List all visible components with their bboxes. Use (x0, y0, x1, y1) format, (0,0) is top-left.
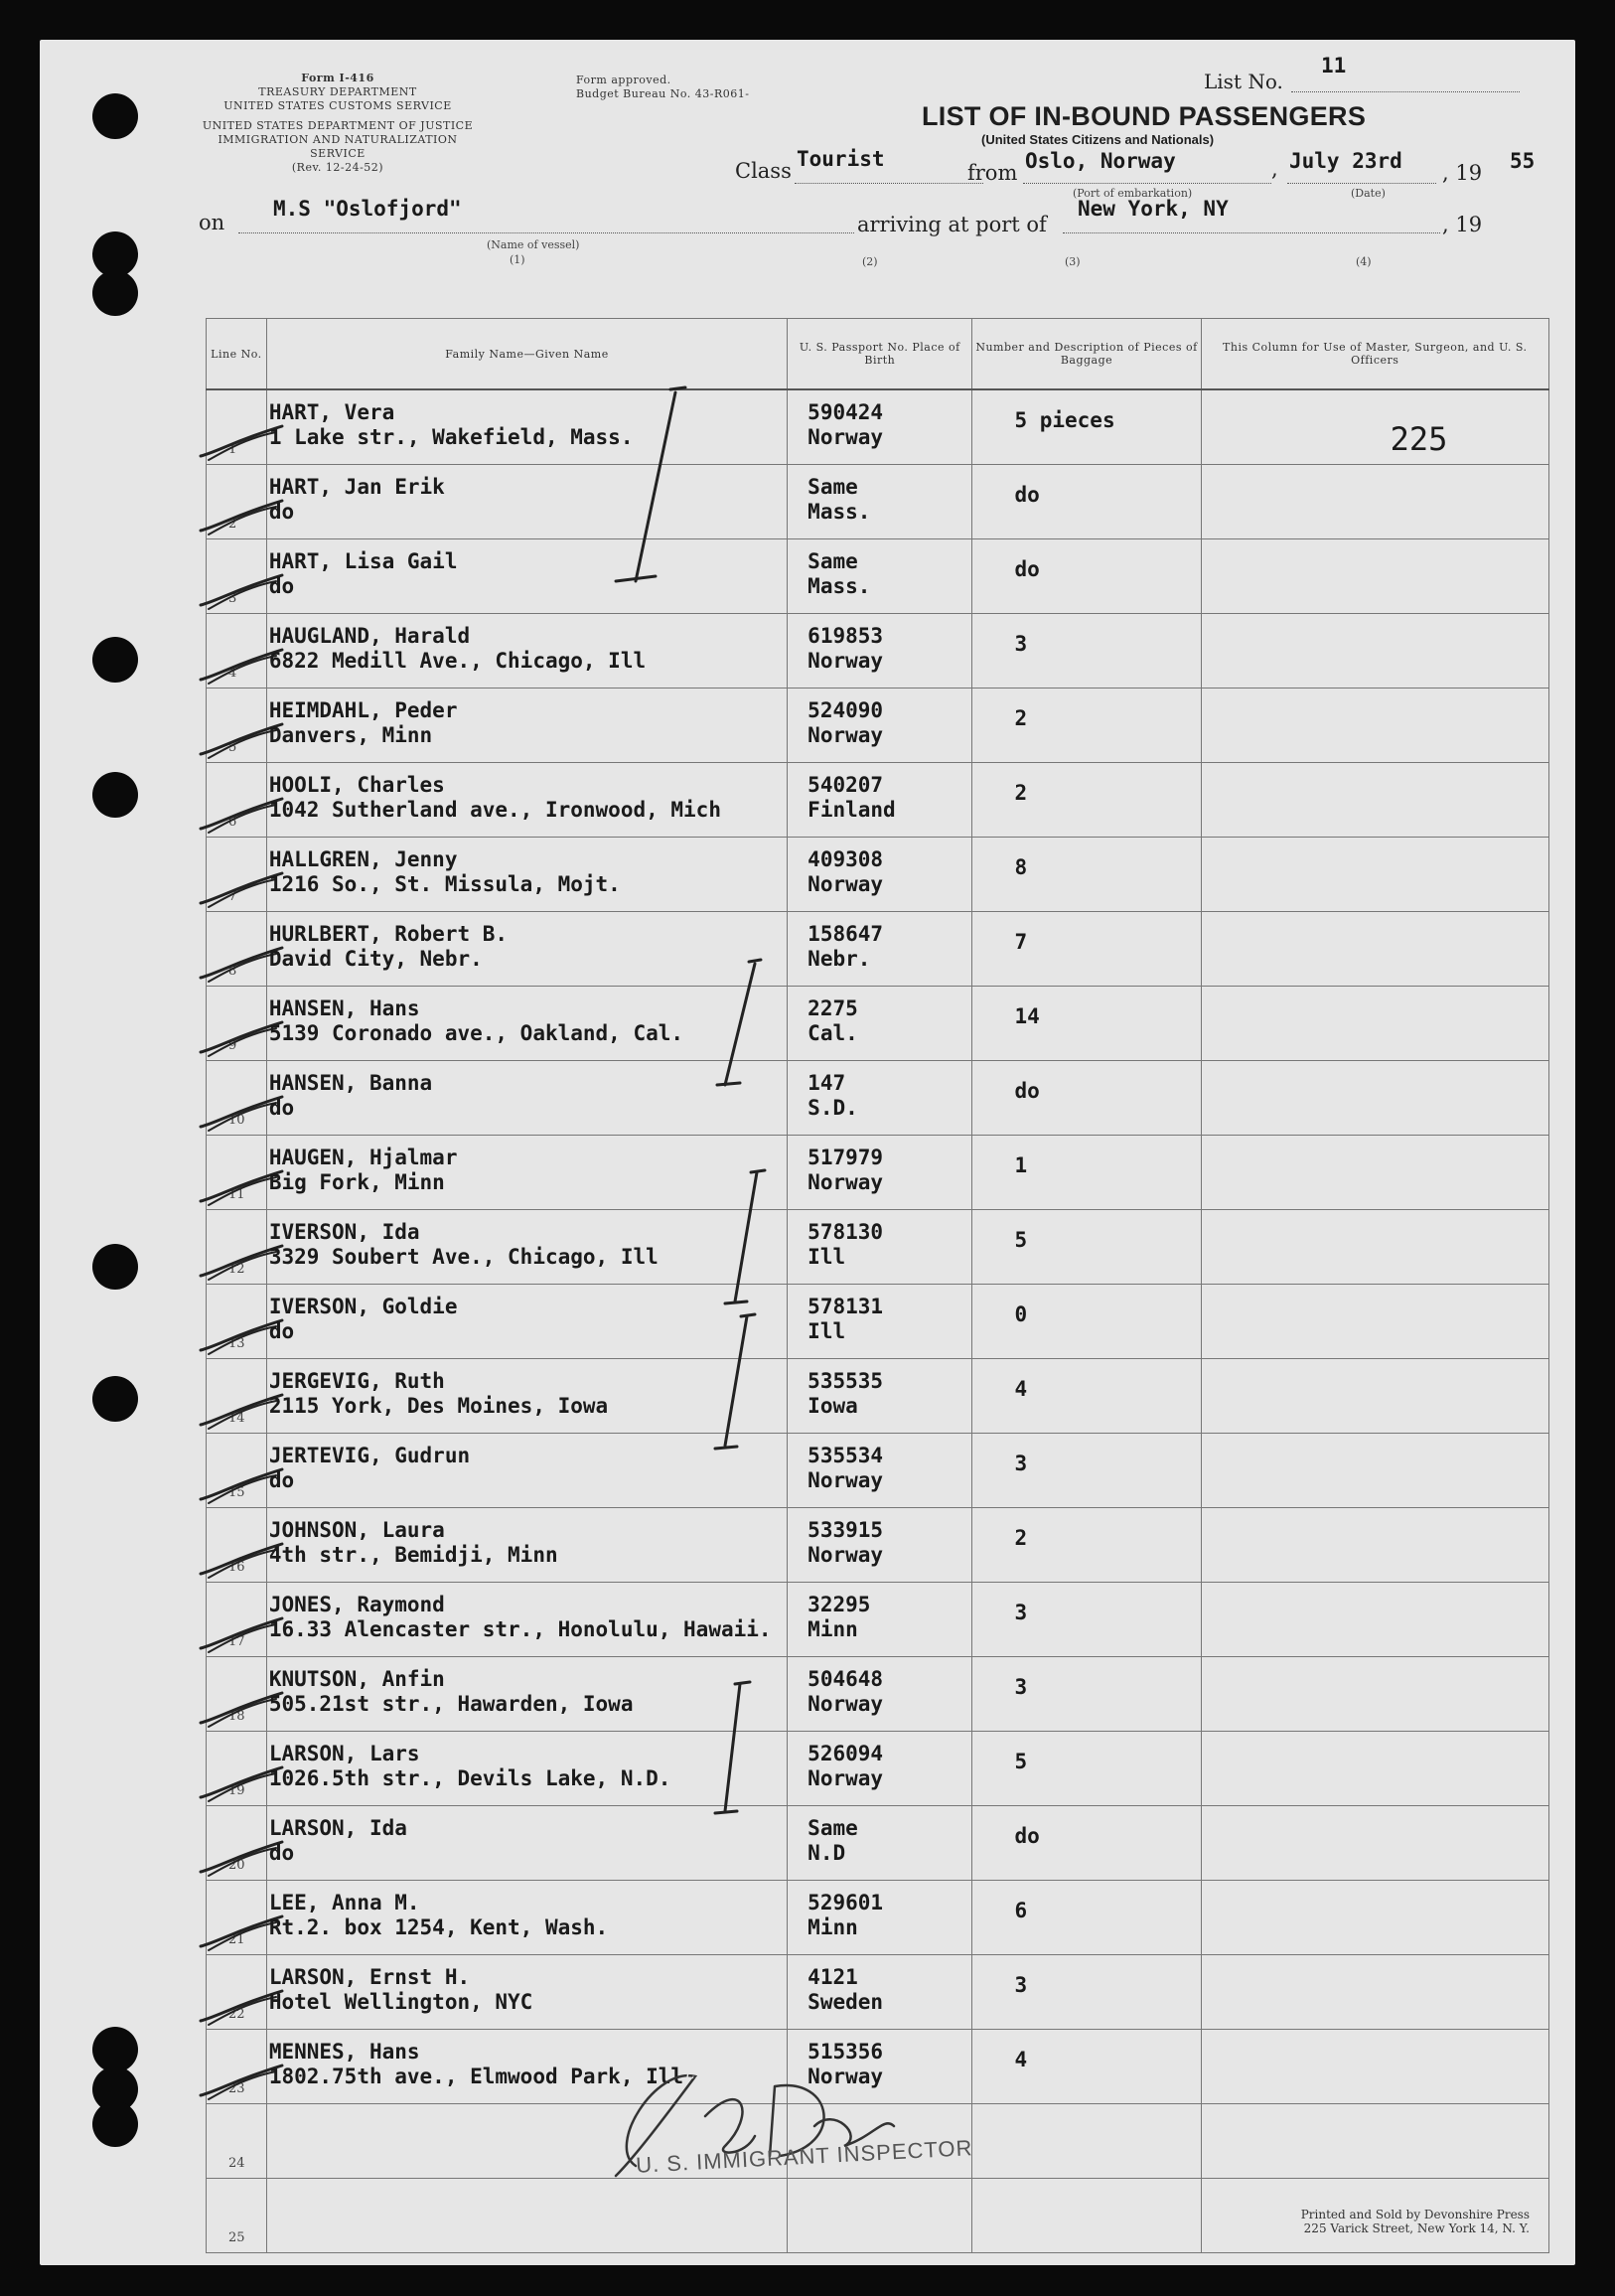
passenger-address: 6822 Medill Ave., Chicago, Ill (268, 649, 647, 673)
passenger-address: David City, Nebr. (268, 947, 483, 971)
passport-number: Same (808, 475, 858, 499)
line-number: 23 (228, 2081, 245, 2096)
passenger-name: IVERSON, Goldie (268, 1295, 458, 1318)
place-of-birth: Finland (808, 798, 896, 822)
passenger-name: JERTEVIG, Gudrun (268, 1444, 471, 1467)
passenger-address: do (268, 574, 295, 598)
passenger-address: 4th str., Bemidji, Minn (268, 1543, 558, 1567)
vessel-name: M.S "Oslofjord" (273, 197, 462, 221)
passenger-name: HAUGLAND, Harald (268, 624, 471, 648)
passenger-address: 1 Lake str., Wakefield, Mass. (268, 425, 634, 449)
place-of-birth: N.D (808, 1841, 846, 1865)
passport-number: 578131 (808, 1295, 884, 1318)
place-of-birth: Norway (808, 1766, 884, 1790)
place-of-birth: Mass. (808, 574, 871, 598)
baggage-count: 3 (1014, 1601, 1028, 1624)
port-of-embarkation: Oslo, Norway (1025, 149, 1176, 173)
passport-number: 590424 (808, 400, 884, 424)
bracket-marks (40, 40, 1575, 2265)
col4-caption: (4) (1356, 255, 1372, 268)
place-of-birth: Norway (808, 1468, 884, 1492)
baggage-count: 5 (1014, 1228, 1028, 1252)
passenger-name: MENNES, Hans (268, 2040, 420, 2064)
arriving-label: arriving at port of (857, 213, 1047, 236)
line-number: 18 (228, 1709, 245, 1724)
baggage-count: do (1014, 483, 1040, 507)
passport-number: 540207 (808, 773, 884, 797)
passenger-name: HAUGEN, Hjalmar (268, 1146, 458, 1169)
place-of-birth: Norway (808, 1692, 884, 1716)
line-number: 6 (228, 815, 237, 830)
place-of-birth: Norway (808, 723, 884, 747)
header-family-name: Family Name—Given Name (266, 319, 787, 390)
place-of-birth: Norway (808, 425, 884, 449)
line-number: 3 (228, 591, 237, 606)
printer-line-2: 225 Varick Street, New York 14, N. Y. (1303, 2221, 1530, 2235)
date-caption: (Date) (1351, 187, 1386, 200)
baggage-count: 14 (1014, 1004, 1040, 1028)
comma-sep: , (1271, 157, 1278, 181)
passport-number: 147 (808, 1071, 846, 1095)
baggage-count: 0 (1014, 1302, 1028, 1326)
line-number: 22 (228, 2007, 245, 2022)
place-of-birth: Minn (808, 1915, 858, 1939)
port-caption: (Port of embarkation) (1073, 187, 1193, 200)
treasury-dept: TREASURY DEPARTMENT (258, 85, 417, 98)
document-page (40, 40, 1575, 2265)
official-use-value: 225 (1390, 420, 1448, 458)
passenger-address: Big Fork, Minn (268, 1170, 445, 1194)
line-number: 10 (228, 1113, 245, 1128)
baggage-count: do (1014, 1079, 1040, 1103)
class-value: Tourist (797, 147, 885, 171)
passport-number: 504648 (808, 1667, 884, 1691)
line-number: 24 (228, 2156, 245, 2171)
baggage-count: 3 (1014, 1973, 1028, 1997)
passport-number: Same (808, 549, 858, 573)
passenger-name: JONES, Raymond (268, 1593, 445, 1616)
line-number: 9 (228, 1038, 237, 1053)
baggage-count: 3 (1014, 1452, 1028, 1475)
place-of-birth: Norway (808, 2065, 884, 2088)
justice-dept: UNITED STATES DEPARTMENT OF JUSTICE (202, 119, 474, 132)
passenger-name: LEE, Anna M. (268, 1891, 420, 1914)
passport-number: 2275 (808, 996, 858, 1020)
place-of-birth: Cal. (808, 1021, 858, 1045)
signature-text: L. C. Dova (685, 2066, 759, 2082)
line-number: 19 (228, 1783, 245, 1798)
baggage-count: 5 (1014, 1750, 1028, 1773)
passport-number: 4121 (808, 1965, 858, 1989)
line-number: 1 (228, 442, 237, 457)
line-number: 4 (228, 666, 237, 681)
passport-number: 526094 (808, 1742, 884, 1765)
passenger-address: do (268, 1096, 295, 1120)
passenger-name: IVERSON, Ida (268, 1220, 420, 1244)
baggage-count: 2 (1014, 781, 1028, 805)
passport-number: 158647 (808, 922, 884, 946)
page-title: LIST OF IN-BOUND PASSENGERS (922, 101, 1367, 131)
passenger-name: JOHNSON, Laura (268, 1518, 445, 1542)
passenger-name: HART, Vera (268, 400, 395, 424)
passenger-address: 1802.75th ave., Elmwood Park, Ill (268, 2065, 684, 2088)
passport-number: 515356 (808, 2040, 884, 2064)
passenger-address: Hotel Wellington, NYC (268, 1990, 533, 2014)
place-of-birth: Norway (808, 872, 884, 896)
passenger-name: HALLGREN, Jenny (268, 847, 458, 871)
passport-number: Same (808, 1816, 858, 1840)
passport-number: 535535 (808, 1369, 884, 1393)
line-number: 16 (228, 1560, 245, 1575)
place-of-birth: Nebr. (808, 947, 871, 971)
passenger-address: do (268, 1841, 295, 1865)
passenger-address: 5139 Coronado ave., Oakland, Cal. (268, 1021, 684, 1045)
place-of-birth: Iowa (808, 1394, 858, 1418)
passport-number: 529601 (808, 1891, 884, 1914)
col2-caption: (2) (862, 255, 878, 268)
page-subtitle: (United States Citizens and Nationals) (981, 132, 1215, 147)
printer-line-1: Printed and Sold by Devonshire Press (1300, 2208, 1530, 2221)
inspector-stamp: U. S. IMMIGRANT INSPECTOR (635, 2135, 973, 2178)
baggage-count: 4 (1014, 1377, 1028, 1401)
place-of-birth: Norway (808, 649, 884, 673)
year-prefix-2: , 19 (1442, 213, 1483, 236)
vessel-caption: (Name of vessel) (487, 238, 580, 251)
passenger-address: 505.21st str., Hawarden, Iowa (268, 1692, 634, 1716)
baggage-count: 3 (1014, 1675, 1028, 1699)
baggage-count: do (1014, 1824, 1040, 1848)
passenger-address: Rt.2. box 1254, Kent, Wash. (268, 1915, 609, 1939)
passenger-name: LARSON, Ernst H. (268, 1965, 471, 1989)
line-number: 7 (228, 889, 237, 904)
line-number: 17 (228, 1634, 245, 1649)
baggage-count: 5 pieces (1014, 408, 1115, 432)
passenger-name: HART, Jan Erik (268, 475, 445, 499)
baggage-count: 6 (1014, 1899, 1028, 1922)
class-label: Class (735, 159, 792, 183)
year-value: 55 (1510, 149, 1536, 173)
place-of-birth: Norway (808, 1170, 884, 1194)
line-number: 2 (228, 517, 237, 532)
passenger-address: 3329 Soubert Ave., Chicago, Ill (268, 1245, 659, 1269)
place-of-birth: S.D. (808, 1096, 858, 1120)
line-number: 25 (228, 2230, 245, 2245)
passenger-name: LARSON, Ida (268, 1816, 407, 1840)
passport-number: 619853 (808, 624, 884, 648)
passenger-address: do (268, 1319, 295, 1343)
header-passport: U. S. Passport No. Place of Birth (788, 319, 972, 390)
passenger-name: JERGEVIG, Ruth (268, 1369, 445, 1393)
passenger-address: 1216 So., St. Missula, Mojt. (268, 872, 621, 896)
passenger-address: 1026.5th str., Devils Lake, N.D. (268, 1766, 671, 1790)
ins-service: IMMIGRATION AND NATURALIZATION SERVICE (218, 133, 458, 160)
passenger-name: HEIMDAHL, Peder (268, 698, 458, 722)
passport-number: 524090 (808, 698, 884, 722)
baggage-count: 1 (1014, 1153, 1028, 1177)
header-baggage: Number and Description of Pieces of Baggage (972, 319, 1201, 390)
header-official-use: This Column for Use of Master, Surgeon, and U. S. Officers (1201, 319, 1548, 390)
col3-caption: (3) (1065, 255, 1081, 268)
departure-date: July 23rd (1289, 149, 1402, 173)
passport-number: 535534 (808, 1444, 884, 1467)
passenger-name: KNUTSON, Anfin (268, 1667, 445, 1691)
year-prefix: , 19 (1442, 161, 1483, 185)
passenger-name: HURLBERT, Robert B. (268, 922, 509, 946)
customs-service: UNITED STATES CUSTOMS SERVICE (223, 99, 452, 112)
line-number: 20 (228, 1858, 245, 1873)
line-number: 11 (228, 1187, 245, 1202)
place-of-birth: Ill (808, 1319, 846, 1343)
place-of-birth: Mass. (808, 500, 871, 524)
on-label: on (199, 211, 225, 234)
revision-date: (Rev. 12-24-52) (291, 161, 384, 174)
baggage-count: 7 (1014, 930, 1028, 954)
line-number: 14 (228, 1411, 245, 1426)
passport-number: 409308 (808, 847, 884, 871)
list-no-value: 11 (1321, 54, 1347, 77)
baggage-count: 4 (1014, 2048, 1028, 2071)
passenger-name: HART, Lisa Gail (268, 549, 458, 573)
passenger-address: Danvers, Minn (268, 723, 433, 747)
arrival-port: New York, NY (1078, 197, 1229, 221)
printer-footer (1152, 2208, 1530, 2235)
passport-number: 517979 (808, 1146, 884, 1169)
passenger-address: 1042 Sutherland ave., Ironwood, Mich (268, 798, 721, 822)
place-of-birth: Norway (808, 1543, 884, 1567)
line-number: 13 (228, 1336, 245, 1351)
list-no-label: List No. (1204, 70, 1283, 93)
place-of-birth: Minn (808, 1617, 858, 1641)
passenger-address: do (268, 500, 295, 524)
line-number: 21 (228, 1932, 245, 1947)
baggage-count: do (1014, 557, 1040, 581)
passenger-name: LARSON, Lars (268, 1742, 420, 1765)
passenger-address: 2115 York, Des Moines, Iowa (268, 1394, 609, 1418)
col1-caption: (1) (510, 253, 525, 266)
approval-line: Form approved. (576, 74, 671, 86)
place-of-birth: Ill (808, 1245, 846, 1269)
line-number: 15 (228, 1485, 245, 1500)
baggage-count: 2 (1014, 1526, 1028, 1550)
passenger-name: HANSEN, Hans (268, 996, 420, 1020)
line-number: 5 (228, 740, 237, 755)
line-number: 8 (228, 964, 237, 979)
passenger-name: HANSEN, Banna (268, 1071, 433, 1095)
baggage-count: 8 (1014, 855, 1028, 879)
budget-bureau-line: Budget Bureau No. 43-R061- (576, 87, 750, 100)
line-number: 12 (228, 1262, 245, 1277)
from-label: from (967, 161, 1018, 185)
baggage-count: 3 (1014, 632, 1028, 656)
passport-number: 533915 (808, 1518, 884, 1542)
passenger-address: 16.33 Alencaster str., Honolulu, Hawaii. (268, 1617, 772, 1641)
form-number: Form I-416 (301, 72, 374, 84)
header-line-no: Line No. (207, 319, 267, 390)
place-of-birth: Sweden (808, 1990, 884, 2014)
passport-number: 578130 (808, 1220, 884, 1244)
passenger-name: HOOLI, Charles (268, 773, 445, 797)
passport-number: 32295 (808, 1593, 871, 1616)
baggage-count: 2 (1014, 706, 1028, 730)
passenger-address: do (268, 1468, 295, 1492)
